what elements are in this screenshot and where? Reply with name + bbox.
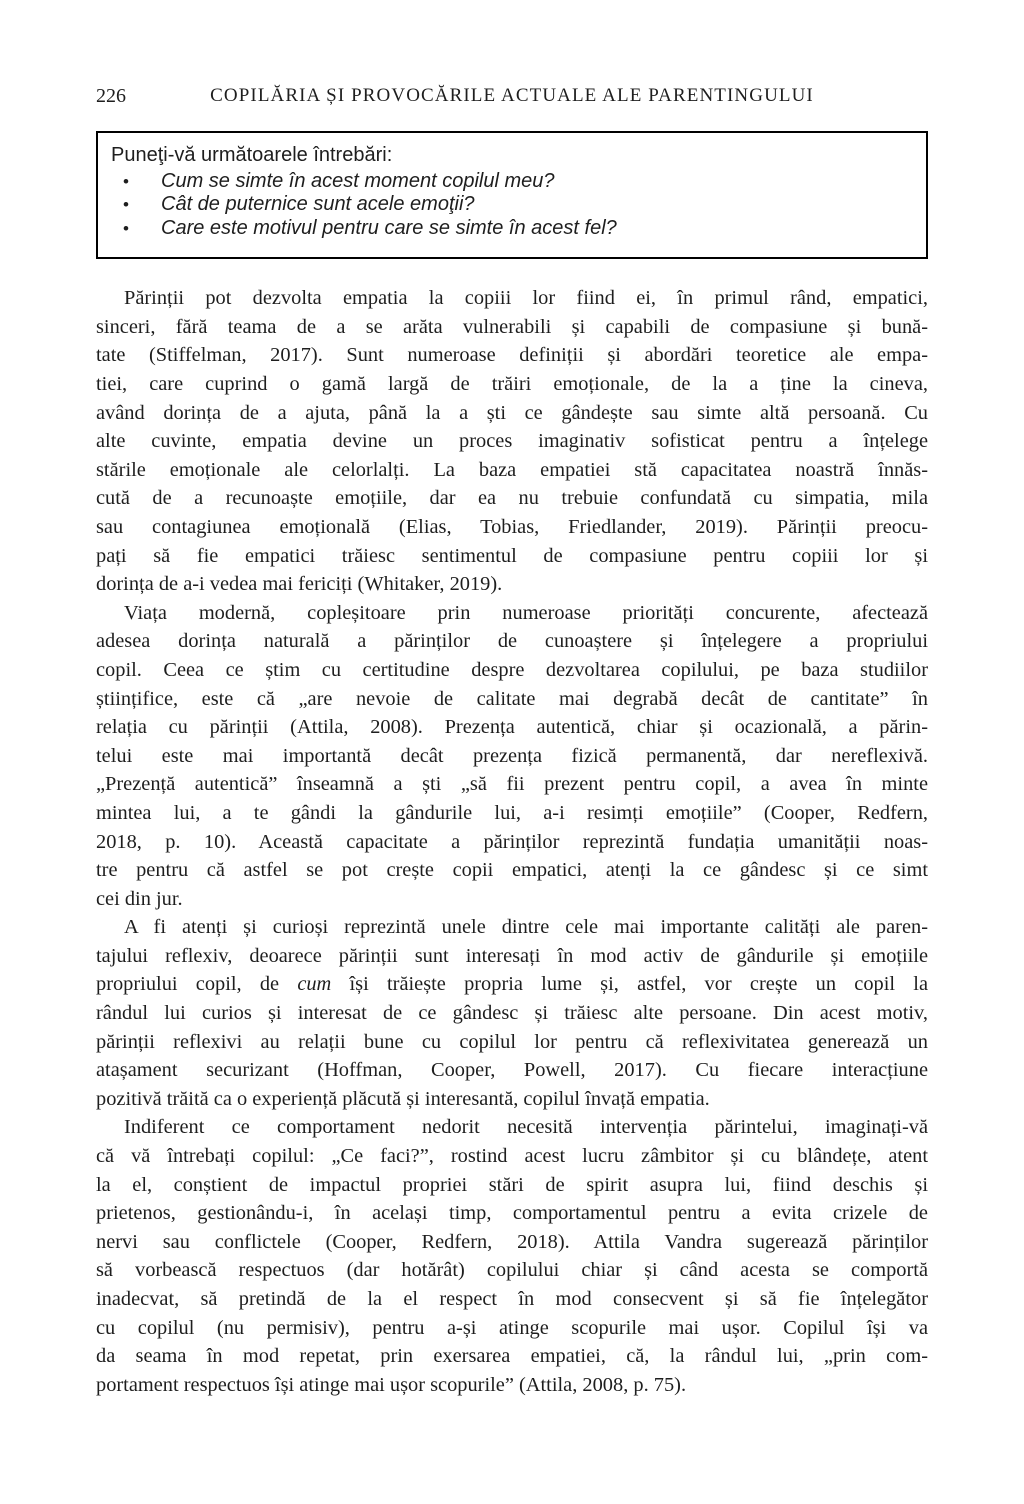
body-text xyxy=(96,284,928,1399)
body-text-line: nervi sau conflictele (Cooper, Redfern, 2018). Attila Vandra sugerează părinților xyxy=(96,1230,928,1253)
body-text-line: Viața modernă, copleșitoare prin numeroase priorități concurente, afectează xyxy=(124,601,928,624)
body-text-line: având dorința de a ajuta, până la a ști ce gândește sau simte altă persoană. Cu xyxy=(96,401,928,424)
body-text-line: mintea lui, a te gândi la gândurile lui, a-i resimți emoțiile” (Cooper, Redfern, xyxy=(96,801,928,824)
body-text-line: portament respectuos își atinge mai ușor scopurile” (Attila, 2008, p. 75). xyxy=(96,1373,687,1396)
paragraph xyxy=(96,1113,928,1399)
question-list xyxy=(111,170,910,240)
body-text-line: adesea dorința naturală a părinților de cunoaștere și înțelegere a propriului xyxy=(96,630,928,653)
body-text-line: tajului reflexiv, deoarece părinții sunt interesați în mod activ de gândurile și emoțiile xyxy=(96,944,928,967)
question-box-heading: Puneţi-vă următoarele întrebări: xyxy=(111,144,393,166)
bullet-icon: • xyxy=(123,195,129,215)
body-text-line: alte cuvinte, empatia devine un proces imaginativ sofisticat pentru a înțelege xyxy=(96,430,928,453)
body-text-line: sau contagiunea emoțională (Elias, Tobias, Friedlander, 2019). Părinții preocu- xyxy=(96,515,928,538)
body-text-line: telui este mai importantă decât prezența fizică permanentă, dar nereflexivă. xyxy=(96,744,928,767)
question-item xyxy=(111,170,910,193)
paragraph xyxy=(96,284,928,599)
body-text-line: „Prezență autentică” înseamnă a ști „să fii prezent pentru copil, a avea în minte xyxy=(96,773,928,796)
body-text-line: rândul lui curios și interesat de ce gândesc și trăiesc alte persoane. Din acest motiv, xyxy=(96,1002,928,1025)
body-text-line: părinții reflexivi au relații bune cu copilul lor pentru că reflexivitatea generează un xyxy=(96,1030,928,1053)
body-text-line: 2018, p. 10). Această capacitate a părinților reprezintă fundația umanității noas- xyxy=(96,830,928,853)
question-item xyxy=(111,193,910,216)
page-header-title: COPILĂRIA ȘI PROVOCĂRILE ACTUALE ALE PARENTINGULUI xyxy=(210,85,814,106)
body-text-line: dorința de a-i vedea mai fericiți (Whitaker, 2019). xyxy=(96,573,503,596)
question-box xyxy=(96,131,928,259)
paragraph xyxy=(96,913,928,1113)
body-text-line: să vorbească respectuos (dar hotărât) copilului chiar și când acesta se comportă xyxy=(96,1259,928,1282)
body-text-line: cei din jur. xyxy=(96,887,183,910)
body-text-line: tre pentru că astfel se pot crește copii empatici, atenți la ce gândesc și ce simt xyxy=(96,859,928,882)
body-text-line: științifice, este că „are nevoie de calitate mai degrabă decât de cantitate” în xyxy=(96,687,928,710)
running-head xyxy=(96,84,928,110)
body-text-line: da seama în mod repetat, prin exersarea empatiei, că, la rândul lui, „prin com- xyxy=(96,1345,928,1368)
page-number: 226 xyxy=(96,85,126,107)
body-text-line: atașament securizant (Hoffman, Cooper, Powell, 2017). Cu fiecare interacțiune xyxy=(96,1059,928,1082)
body-text-line: sinceri, fără teama de a se arăta vulnerabili și capabili de compasiune și bună- xyxy=(96,315,928,338)
bullet-icon: • xyxy=(123,218,129,238)
body-text-line: propriului copil, de cum își trăiește propria lume și, astfel, vor crește un copil la xyxy=(96,973,928,996)
question-text: Cum se simte în acest moment copilul meu? xyxy=(161,170,555,192)
body-text-line: tiei, care cuprind o gamă largă de trăiri emoționale, de la a ține la cineva, xyxy=(96,373,928,395)
body-text-line: la el, conștient de impactul propriei stări de spirit asupra lui, fiind deschis și xyxy=(96,1173,928,1196)
body-text-line: cută de a recunoaște emoțiile, dar ea nu trebuie confundată cu simpatia, mila xyxy=(96,487,928,510)
question-item xyxy=(111,217,910,240)
question-text: Care este motivul pentru care se simte în acest fel? xyxy=(161,216,617,239)
body-text-line: Indiferent ce comportament nedorit necesită intervenția părintelui, imaginați-vă xyxy=(124,1116,928,1139)
body-text-line: copil. Ceea ce știm cu certitudine despre dezvoltarea copilului, pe baza studiilor xyxy=(96,658,928,681)
paragraph xyxy=(96,599,928,914)
body-text-line: stările emoționale ale celorlalți. La baza empatiei stă capacitatea noastră înnăs- xyxy=(96,458,928,481)
body-text-line: pați să fie empatici trăiesc sentimentul de compasiune pentru copiii lor și xyxy=(96,544,928,567)
body-text-line: Părinții pot dezvolta empatia la copiii lor fiind ei, în primul rând, empatici, xyxy=(124,287,928,310)
question-text: Cât de puternice sunt acele emoţii? xyxy=(161,193,475,216)
body-text-line: inadecvat, să pretindă de la el respect în mod consecvent și să fie înțelegător xyxy=(96,1288,928,1310)
body-text-line: prietenos, gestionându-i, în același timp, comportamentul pentru a evita crizele de xyxy=(96,1202,928,1225)
body-text-line: că vă întrebați copilul: „Ce faci?”, rostind acest lucru zâmbitor și cu blândețe, atent xyxy=(96,1145,928,1168)
body-text-line: cu copilul (nu permisiv), pentru a-și atinge scopurile mai ușor. Copilul își va xyxy=(96,1316,928,1339)
body-text-line: tate (Stiffelman, 2017). Sunt numeroase definiții și abordări teoretice ale empa- xyxy=(96,344,928,367)
body-text-line: A fi atenți și curioși reprezintă unele dintre cele mai importante calități ale paren- xyxy=(124,916,928,939)
bullet-icon: • xyxy=(123,172,129,191)
body-text-line: relația cu părinții (Attila, 2008). Prezența autentică, chiar și ocazională, a părin- xyxy=(96,716,928,739)
body-text-line: pozitivă trăită ca o experiență plăcută și interesantă, copilul învață empatia. xyxy=(96,1087,710,1110)
